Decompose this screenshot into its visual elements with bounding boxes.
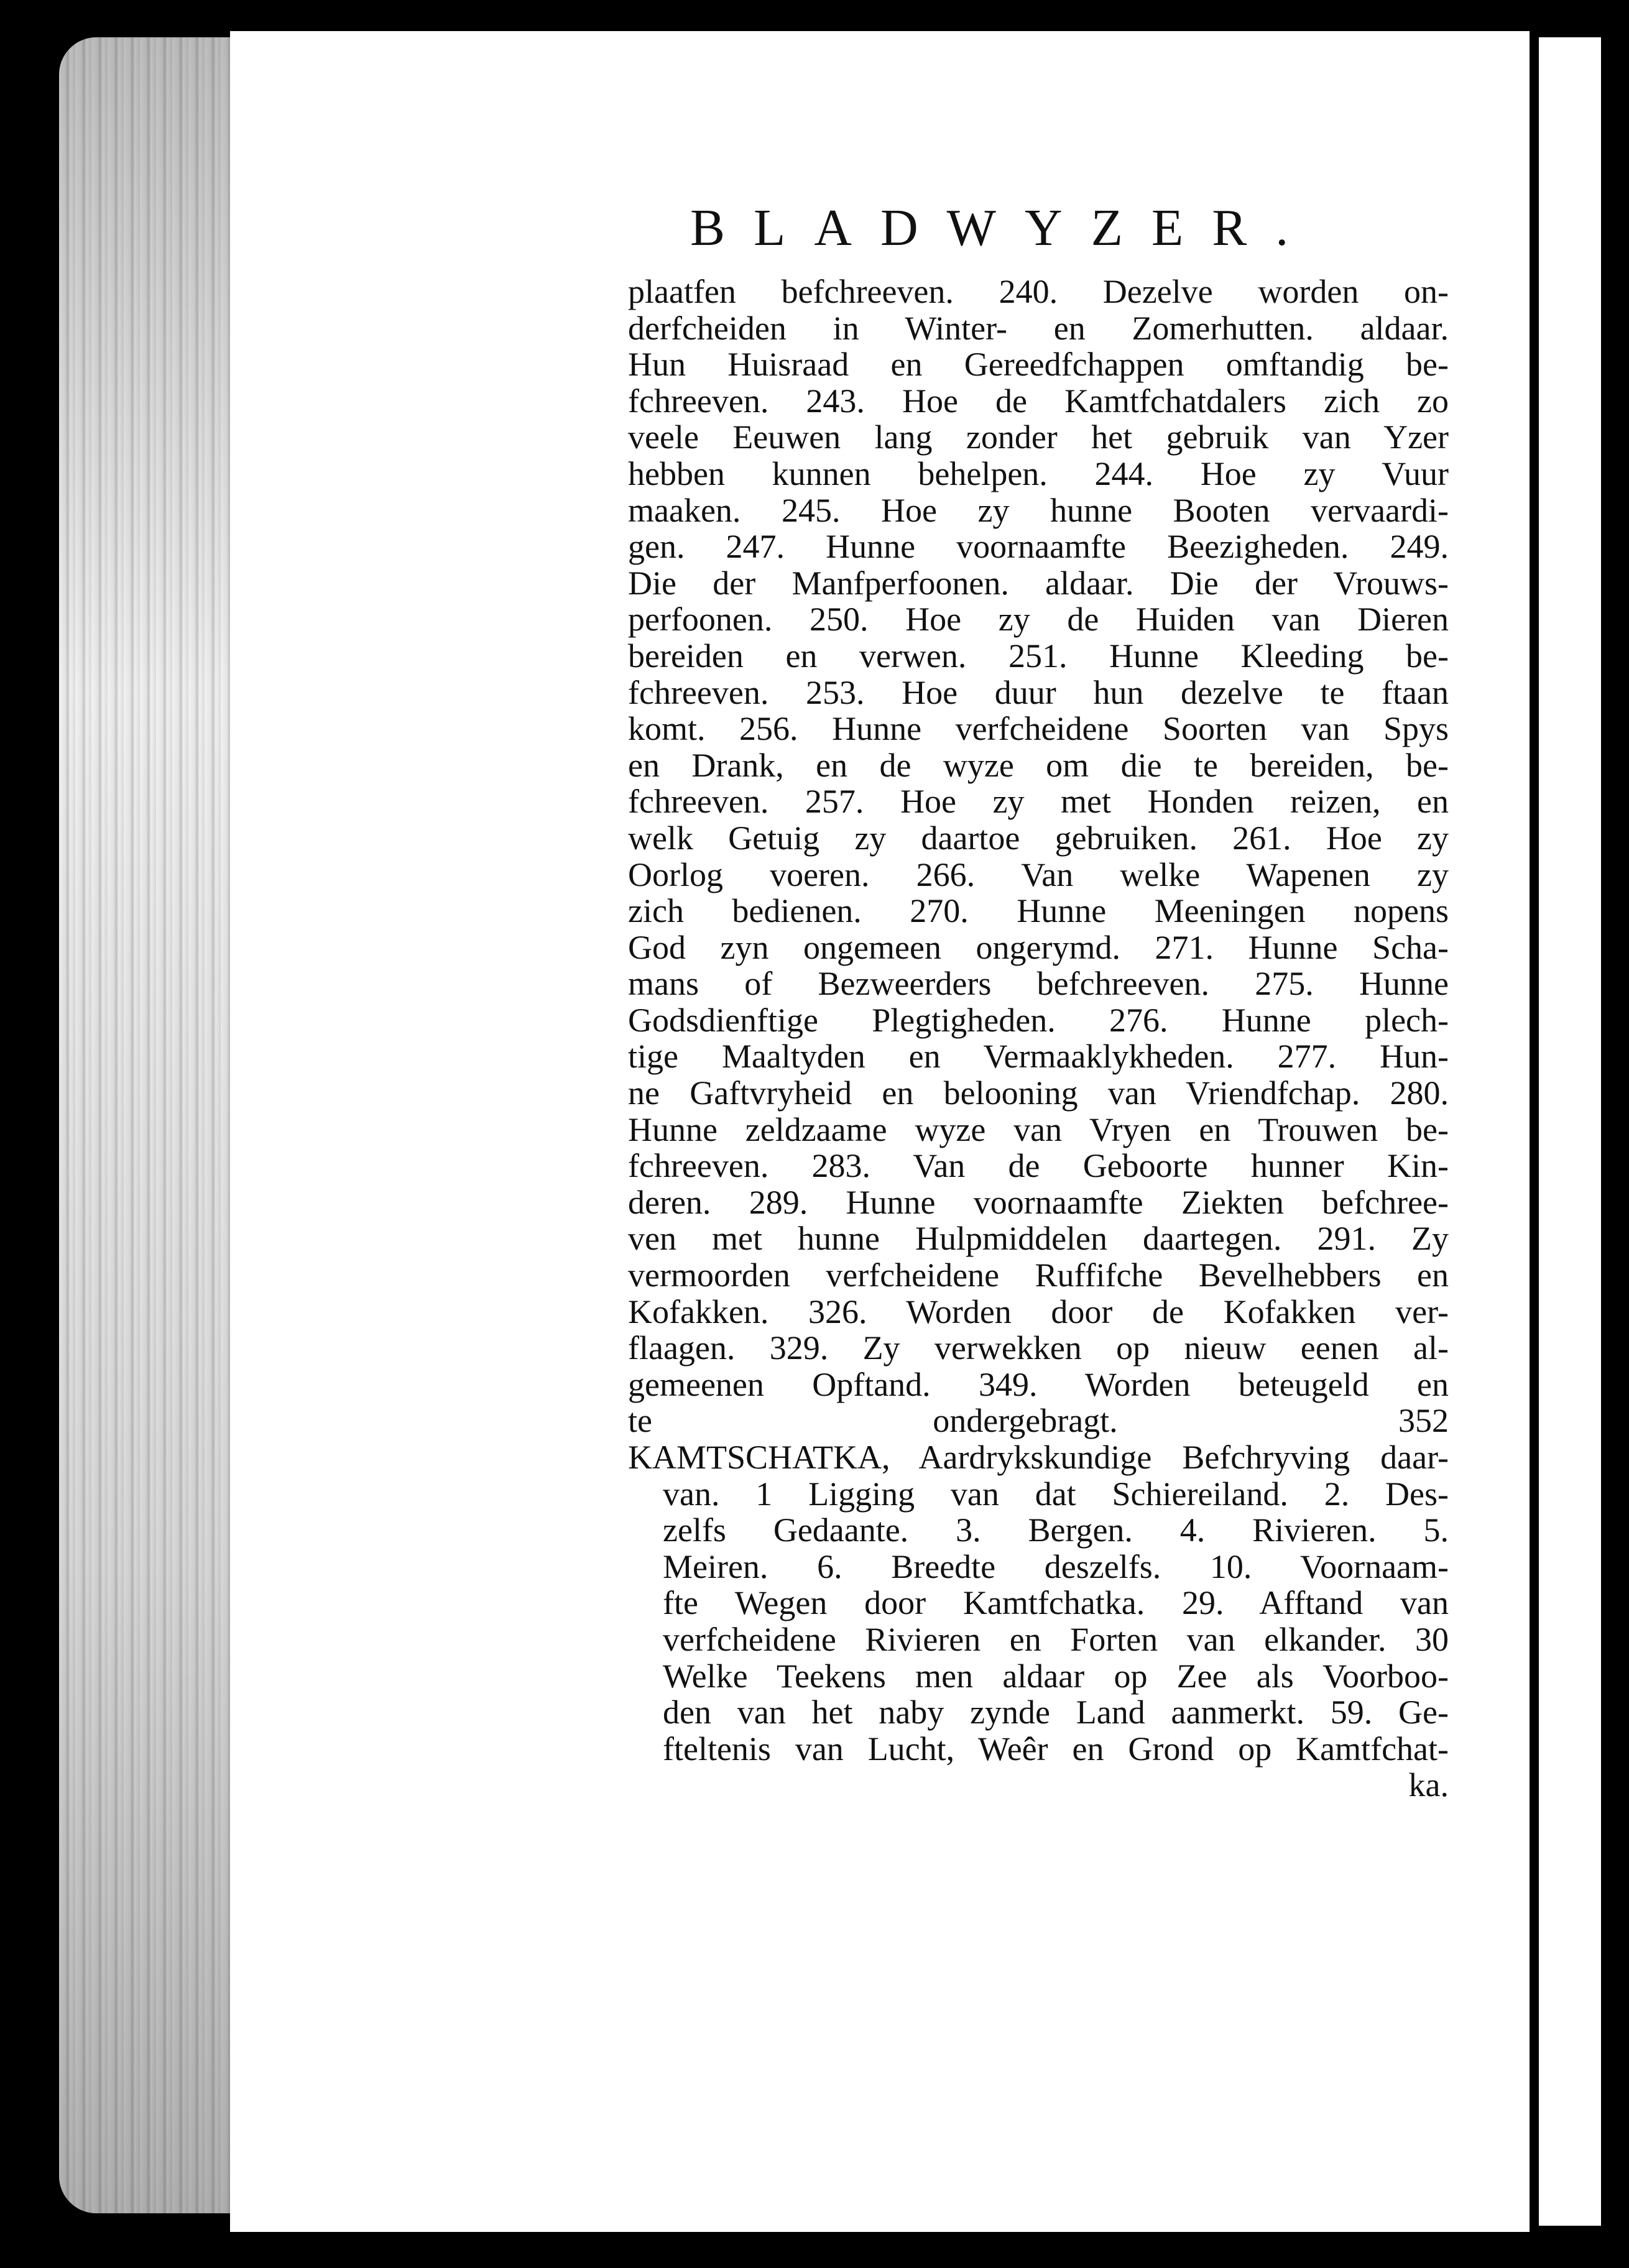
- text-line: flaagen. 329. Zy verwekken op nieuw eenen al-: [628, 1329, 1449, 1367]
- text-line: fchreeven. 283. Van de Geboorte hunner Kin-: [628, 1147, 1449, 1185]
- text-line: Godsdienftige Plegtigheden. 276. Hunne plech-: [628, 1001, 1449, 1039]
- text-line: Hunne zeldzaame wyze van Vryen en Trouwen be-: [628, 1110, 1449, 1148]
- text-line: Welke Teekens men aldaar op Zee als Voorboo-: [663, 1657, 1449, 1695]
- text-line: fchreeven. 253. Hoe duur hun dezelve te ftaan: [628, 673, 1449, 711]
- text-line: bereiden en verwen. 251. Hunne Kleeding be-: [628, 637, 1449, 675]
- text-line: fte Wegen door Kamtfchatka. 29. Afftand van: [663, 1584, 1449, 1622]
- text-line: Meiren. 6. Breedte deszelfs. 10. Voornaam-: [663, 1547, 1449, 1585]
- text-line: derfcheiden in Winter- en Zomerhutten. aldaar.: [628, 309, 1449, 347]
- text-line: God zyn ongemeen ongerymd. 271. Hunne Scha-: [628, 928, 1449, 966]
- text-line: veele Eeuwen lang zonder het gebruik van Yzer: [628, 418, 1449, 456]
- text-line: fteltenis van Lucht, Weêr en Grond op Kamtfchat-: [663, 1730, 1449, 1768]
- text-line: van. 1 Ligging van dat Schiereiland. 2. Des-: [663, 1475, 1449, 1513]
- index-entry-heading: KAMTSCHATKA, Aardrykskundige Befchryving daar-: [628, 1439, 1449, 1476]
- text-line: Hun Huisraad en Gereedfchappen omftandig be-: [628, 346, 1449, 384]
- text-line: welk Getuig zy daartoe gebruiken. 261. Hoe zy: [628, 819, 1449, 857]
- text-line: deren. 289. Hunne voornaamfte Ziekten befchree-: [628, 1183, 1449, 1221]
- running-head: BLADWYZER.: [690, 199, 1318, 257]
- text-line: Die der Manfperfoonen. aldaar. Die der Vrouws-: [628, 564, 1449, 602]
- text-line: plaatfen befchreeven. 240. Dezelve worden on-: [628, 273, 1449, 310]
- text-line: ne Gaftvryheid en belooning van Vriendfchap. 280.: [628, 1074, 1449, 1112]
- text-line: den van het naby zynde Land aanmerkt. 59. Ge-: [663, 1694, 1449, 1731]
- text-line: fchreeven. 257. Hoe zy met Honden reizen, en: [628, 783, 1449, 821]
- text-line: vermoorden verfcheidene Ruffifche Bevelhebbers en: [628, 1256, 1449, 1294]
- text-line: maaken. 245. Hoe zy hunne Booten vervaardi-: [628, 491, 1449, 529]
- text-line: gen. 247. Hunne voornaamfte Beezigheden. 249.: [628, 528, 1449, 566]
- text-line: ven met hunne Hulpmiddelen daartegen. 291. Zy: [628, 1220, 1449, 1258]
- text-line: zelfs Gedaante. 3. Bergen. 4. Rivieren. 5.: [663, 1511, 1449, 1549]
- book-page-edges: [59, 37, 239, 2213]
- text-line: perfoonen. 250. Hoe zy de Huiden van Dieren: [628, 601, 1449, 638]
- text-line: komt. 256. Hunne verfcheidene Soorten van Spys: [628, 710, 1449, 748]
- text-line: mans of Bezweerders befchreeven. 275. Hunne: [628, 965, 1449, 1003]
- text-line: ka.: [1408, 1766, 1449, 1804]
- text-line: tige Maaltyden en Vermaaklykheden. 277. Hun-: [628, 1038, 1449, 1076]
- text-line: fchreeven. 243. Hoe de Kamtfchatdalers zich zo: [628, 382, 1449, 420]
- text-line: hebben kunnen behelpen. 244. Hoe zy Vuur: [628, 454, 1449, 492]
- text-line: gemeenen Opftand. 349. Worden beteugeld en: [628, 1365, 1449, 1403]
- index-text-block: [628, 274, 1449, 1804]
- text-line: Oorlog voeren. 266. Van welke Wapenen zy: [628, 855, 1449, 893]
- text-line: en Drank, en de wyze om die te bereiden, be-: [628, 746, 1449, 784]
- text-line: te ondergebragt. 352: [628, 1402, 1449, 1440]
- text-line: verfcheidene Rivieren en Forten van elkander. 30: [663, 1620, 1449, 1658]
- text-line: zich bedienen. 270. Hunne Meeningen nopens: [628, 892, 1449, 930]
- text-line: Kofakken. 326. Worden door de Kofakken ver-: [628, 1293, 1449, 1330]
- facing-page-edge: [1539, 37, 1601, 2226]
